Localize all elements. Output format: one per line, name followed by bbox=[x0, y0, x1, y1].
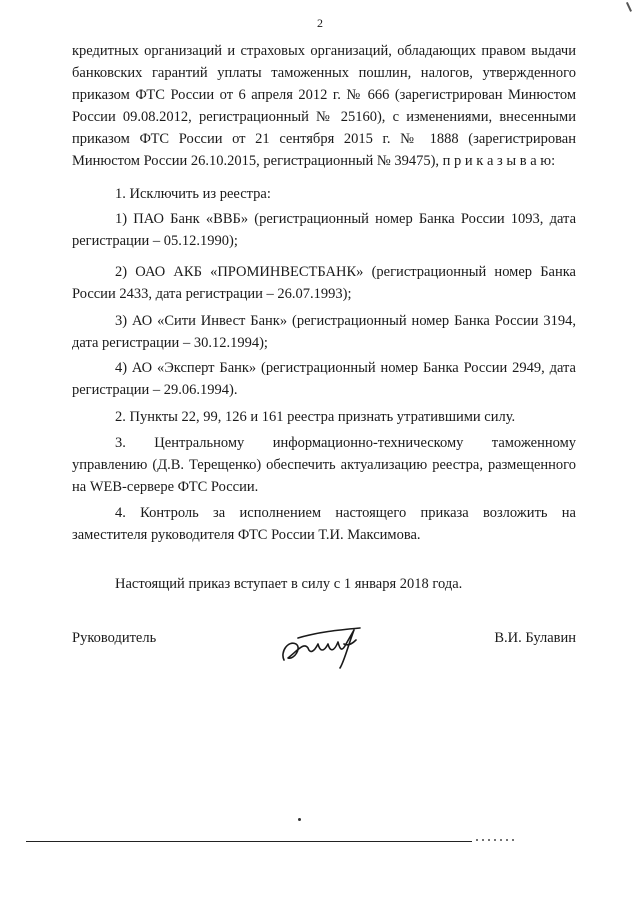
effective-date-statement: Настоящий приказ вступает в силу с 1 января 2018 года. bbox=[115, 576, 463, 592]
subitem-2: 2) ОАО АКБ «ПРОМИНВЕСТБАНК» (регистрационный номер Банка России 2433, дата регистрации – 26.07.1993); bbox=[72, 264, 576, 302]
signatory-name: В.И. Булавин bbox=[494, 630, 576, 646]
subitem-3: 3) АО «Сити Инвест Банк» (регистрационный номер Банка России 3194, дата регистрации – 30.12.1994); bbox=[72, 313, 576, 351]
footer-rule-dots bbox=[474, 839, 514, 841]
subitem-1: 1) ПАО Банк «ВВБ» (регистрационный номер Банка России 1093, дата регистрации – 05.12.1990); bbox=[72, 211, 576, 249]
scan-speck bbox=[298, 818, 301, 821]
page-number: 2 bbox=[317, 16, 323, 30]
footer-rule bbox=[26, 841, 472, 842]
item-2: 2. Пункты 22, 99, 126 и 161 реестра признать утратившими силу. bbox=[115, 409, 516, 425]
handwritten-signature-icon bbox=[278, 622, 370, 672]
intro-paragraph: кредитных организаций и страховых организаций, обладающих правом выдачи банковских гарантий уплаты таможенных пошлин, налогов, утвержденного приказом ФТС России от 6 апреля 2012 г. № 666 (зарегистрирован Минюстом России 09.08.2012, регистрационный № 25160), с изменениями, внесенными приказом ФТС России от 21 сентября 2015 г. № 1888 (зарегистрирован Минюстом России 26.10.2015, регистрационный № 39475), п р и к а з ы в а ю: bbox=[72, 43, 576, 169]
signatory-title: Руководитель bbox=[72, 630, 157, 646]
item-3: 3. Центральному информационно-техническому таможенному управлению (Д.В. Терещенко) обеспечить актуализацию реестра, размещенного на WEB-сервере ФТС России. bbox=[72, 435, 576, 495]
subitem-4: 4) АО «Эксперт Банк» (регистрационный номер Банка России 2949, дата регистрации – 29.06.1994). bbox=[72, 360, 576, 398]
item-1: 1. Исключить из реестра: bbox=[115, 186, 271, 202]
scan-mark bbox=[626, 2, 632, 12]
item-4: 4. Контроль за исполнением настоящего приказа возложить на заместителя руководителя ФТС России Т.И. Максимова. bbox=[72, 505, 576, 543]
